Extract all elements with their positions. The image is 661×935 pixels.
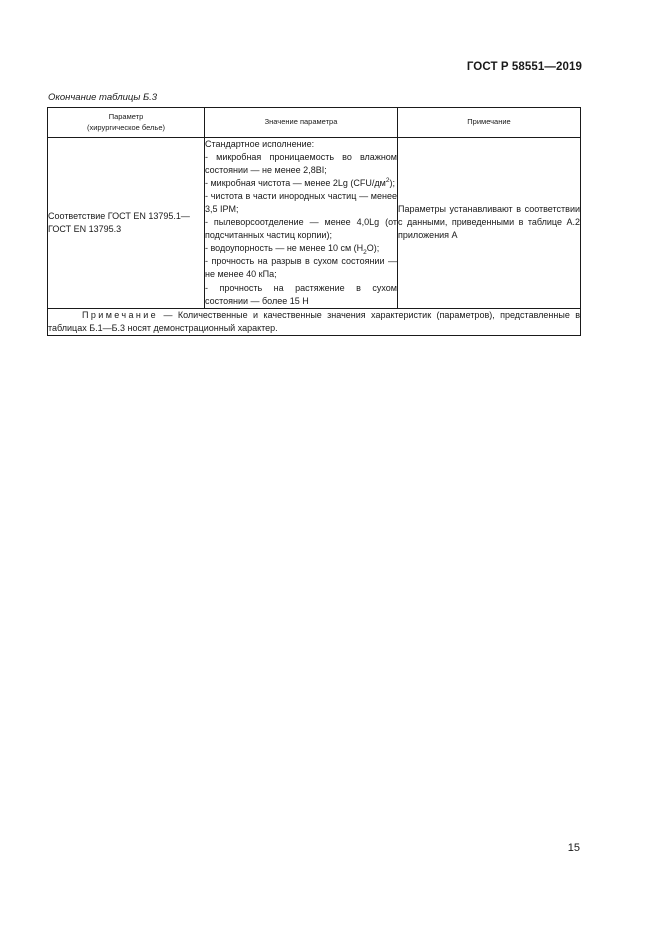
table-row: [48, 138, 581, 309]
value-item: - прочность на разрыв в сухом состоянии — не менее 40 кПа;: [205, 256, 397, 280]
note-label: Примечание: [82, 309, 159, 320]
parameters-table: [47, 107, 581, 336]
header-parameter-line1: Параметр: [108, 112, 144, 122]
parameter-cell: Соответствие ГОСТ EN 13795.1— ГОСТ EN 13795.3: [48, 138, 205, 309]
value-item-text: - водоупорность — не менее 10 см (H: [205, 243, 364, 254]
note-cell: [48, 308, 581, 335]
remark-cell: Параметры устанавливают в соответствии с данными, приведенными в таблице А.2 приложения А: [398, 138, 581, 309]
superscript: 2: [385, 177, 390, 185]
header-remark: Примечание: [398, 108, 581, 138]
value-cell: [205, 138, 398, 309]
table-header-row: [48, 108, 581, 138]
note-text: — Количественные и качественные значения характеристик (параметров), представленные в таблицах Б.1—Б.3 носят демонстрационный характер.: [48, 309, 580, 333]
value-item: - прочность на растяжение в сухом состоянии — более 15 Н: [205, 282, 397, 306]
header-parameter: [48, 108, 205, 138]
header-parameter-line2: (хирургическое белье): [87, 122, 165, 132]
document-code: ГОСТ Р 58551—2019: [466, 61, 582, 73]
value-item: [205, 242, 397, 255]
subscript: 2: [363, 249, 367, 257]
header-value: Значение параметра: [205, 108, 398, 138]
page-number: 15: [567, 842, 580, 854]
value-item: - микробная проницаемость во влажном состоянии — не менее 2,8BI;: [205, 152, 397, 176]
value-item-text: );: [389, 178, 395, 189]
value-item: [205, 177, 397, 190]
table-caption: Окончание таблицы Б.3: [48, 92, 158, 103]
value-item: - пылеворсоотделение — менее 4,0Lg (от подсчитанных частиц корпии);: [205, 217, 397, 241]
value-item-text: O);: [366, 243, 380, 254]
table-note-row: [48, 308, 581, 335]
value-item-text: - микробная чистота — менее 2Lg (CFU/дм: [205, 178, 386, 189]
value-item: - чистота в части инородных частиц — менее 3,5 IPM;: [205, 191, 397, 215]
value-intro: Стандартное исполнение:: [205, 139, 315, 149]
